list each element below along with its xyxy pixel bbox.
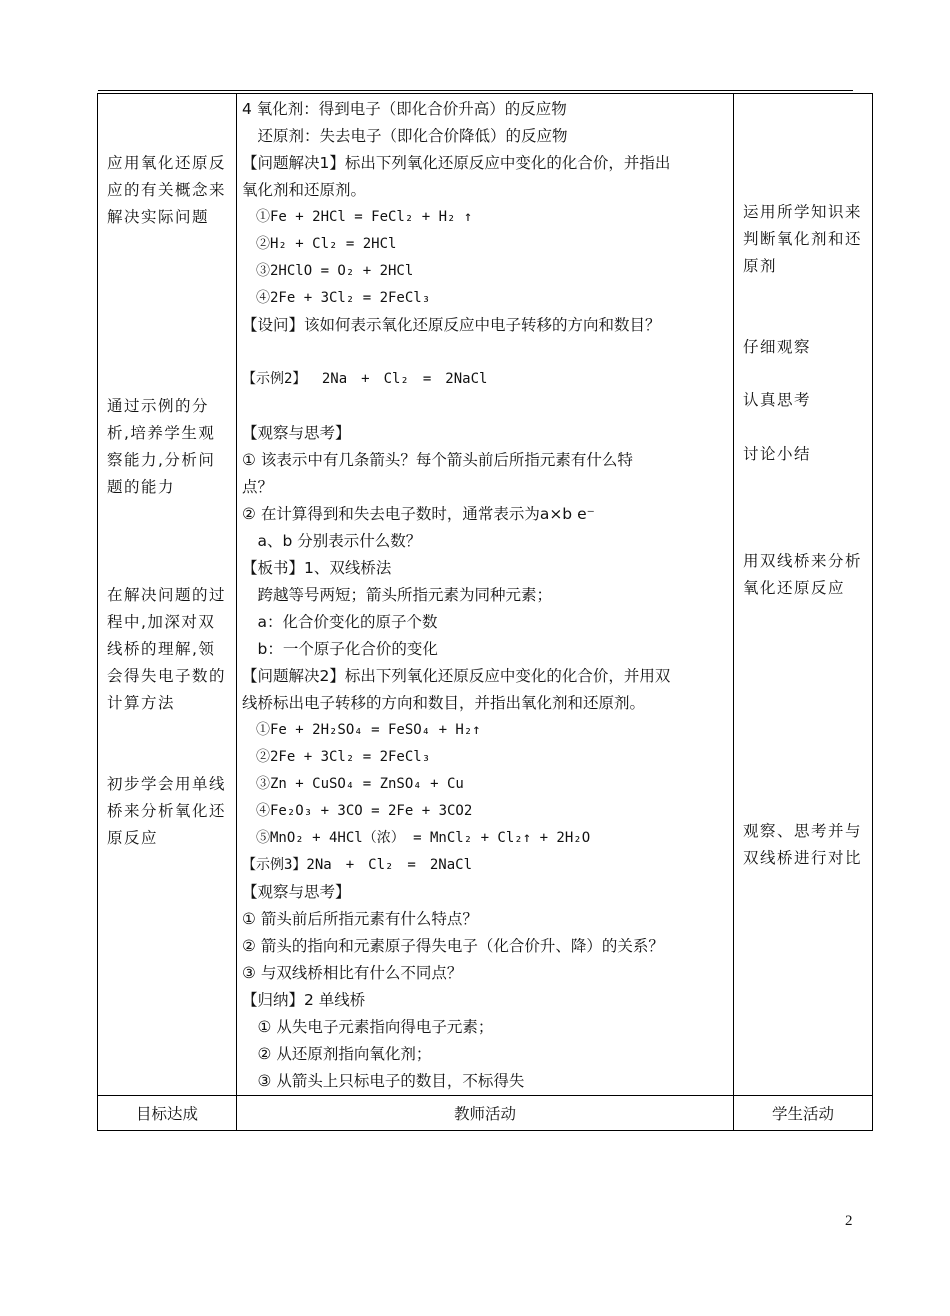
equation-line: ①Fe + 2H₂SO₄ = FeSO₄ + H₂↑ [242,722,481,738]
text-line: a、b 分别表示什么数？ [242,532,422,550]
content-row [98,94,873,1096]
goal-text-2: 通过示例的分析,培养学生观察能力,分析问题的能力 [107,397,216,496]
footer-row [98,1096,873,1131]
page-number: 2 [845,1213,853,1229]
text-line: 【归纳】2 单线桥 [242,991,366,1009]
goal-cell [98,94,237,1096]
student-text-3: 认真思考 [743,391,812,409]
equation-line: ③Zn + CuSO₄ = ZnSO₄ + Cu [242,776,464,792]
goal-text-1: 应用氧化还原反应的有关概念来解决实际问题 [107,154,227,226]
text-line: 4 氧化剂：得到电子（即化合价升高）的反应物 [242,100,567,118]
text-line [242,393,729,420]
equation-line: ④2Fe + 3Cl₂ = 2FeCl₃ [242,290,431,306]
footer-goal: 目标达成 [98,1096,237,1131]
text-line: 【问题解决1】标出下列氧化还原反应中变化的化合价，并指出 [242,154,671,172]
text-line: 【板书】1、双线桥法 [242,559,392,577]
lesson-table [97,93,873,1131]
text-line: 还原剂：失去电子（即化合价降低）的反应物 [242,127,568,145]
text-line: ② 箭头的指向和元素原子得失电子（化合价升、降）的关系？ [242,937,664,955]
equation-line: ③2HClO = O₂ + 2HCl [242,263,414,279]
text-line: a：化合价变化的原子个数 [242,613,438,631]
text-line: 【观察与思考】 [242,883,351,901]
text-line: ① 箭头前后所指元素有什么特点？ [242,910,478,928]
footer-student: 学生活动 [734,1096,873,1131]
text-line: b：一个原子化合价的变化 [242,640,438,658]
example-line: 【示例3】2Na + Cl₂ = 2NaCl [242,857,473,873]
header-rule [98,90,853,91]
equation-line: ②H₂ + Cl₂ = 2HCl [242,236,397,252]
text-line: ② 从还原剂指向氧化剂； [242,1045,432,1063]
text-line: 【问题解决2】标出下列氧化还原反应中变化的化合价，并用双 [242,667,671,685]
student-text-2: 仔细观察 [743,338,812,356]
text-line [242,339,729,366]
goal-text-3: 在解决问题的过程中,加深对双线桥的理解,领会得失电子数的计算方法 [107,586,227,712]
text-line: 【设问】该如何表示氧化还原反应中电子转移的方向和数目？ [242,316,661,334]
text-line: ① 该表示中有几条箭头？每个箭头前后所指元素有什么特 [242,451,633,469]
student-text-6: 观察、思考并与双线桥进行对比 [743,822,863,867]
text-line: 线桥标出电子转移的方向和数目，并指出氧化剂和还原剂。 [242,694,646,712]
text-line: ① 从失电子元素指向得电子元素； [242,1018,494,1036]
text-line: 【观察与思考】 [242,424,351,442]
text-line: 点？ [242,478,274,496]
student-text-1: 运用所学知识来判断氧化剂和还原剂 [743,203,863,275]
student-text-5: 用双线桥来分析氧化还原反应 [743,552,863,597]
example-line: 【示例2】 2Na + Cl₂ = 2NaCl [242,371,488,387]
goal-text-4: 初步学会用单线桥来分析氧化还原反应 [107,775,227,847]
text-line: 氧化剂和还原剂。 [242,181,367,199]
teacher-activity-cell [237,94,734,1096]
text-line: 跨越等号两短；箭头所指元素为同种元素； [242,586,553,604]
text-line: ③ 从箭头上只标电子的数目，不标得失 [242,1072,525,1090]
student-text-4: 讨论小结 [743,445,812,463]
equation-line: ②2Fe + 3Cl₂ = 2FeCl₃ [242,749,431,765]
equation-line: ①Fe + 2HCl = FeCl₂ + H₂ ↑ [242,209,473,225]
equation-line: ④Fe₂O₃ + 3CO = 2Fe + 3CO2 [242,803,473,819]
student-activity-cell [734,94,873,1096]
footer-teacher: 教师活动 [237,1096,734,1131]
text-line: ③ 与双线桥相比有什么不同点？ [242,964,463,982]
equation-line: ⑤MnO₂ + 4HCl（浓） = MnCl₂ + Cl₂↑ + 2H₂O [242,830,591,846]
text-line: ② 在计算得到和失去电子数时，通常表示为a×b e⁻ [242,505,595,523]
